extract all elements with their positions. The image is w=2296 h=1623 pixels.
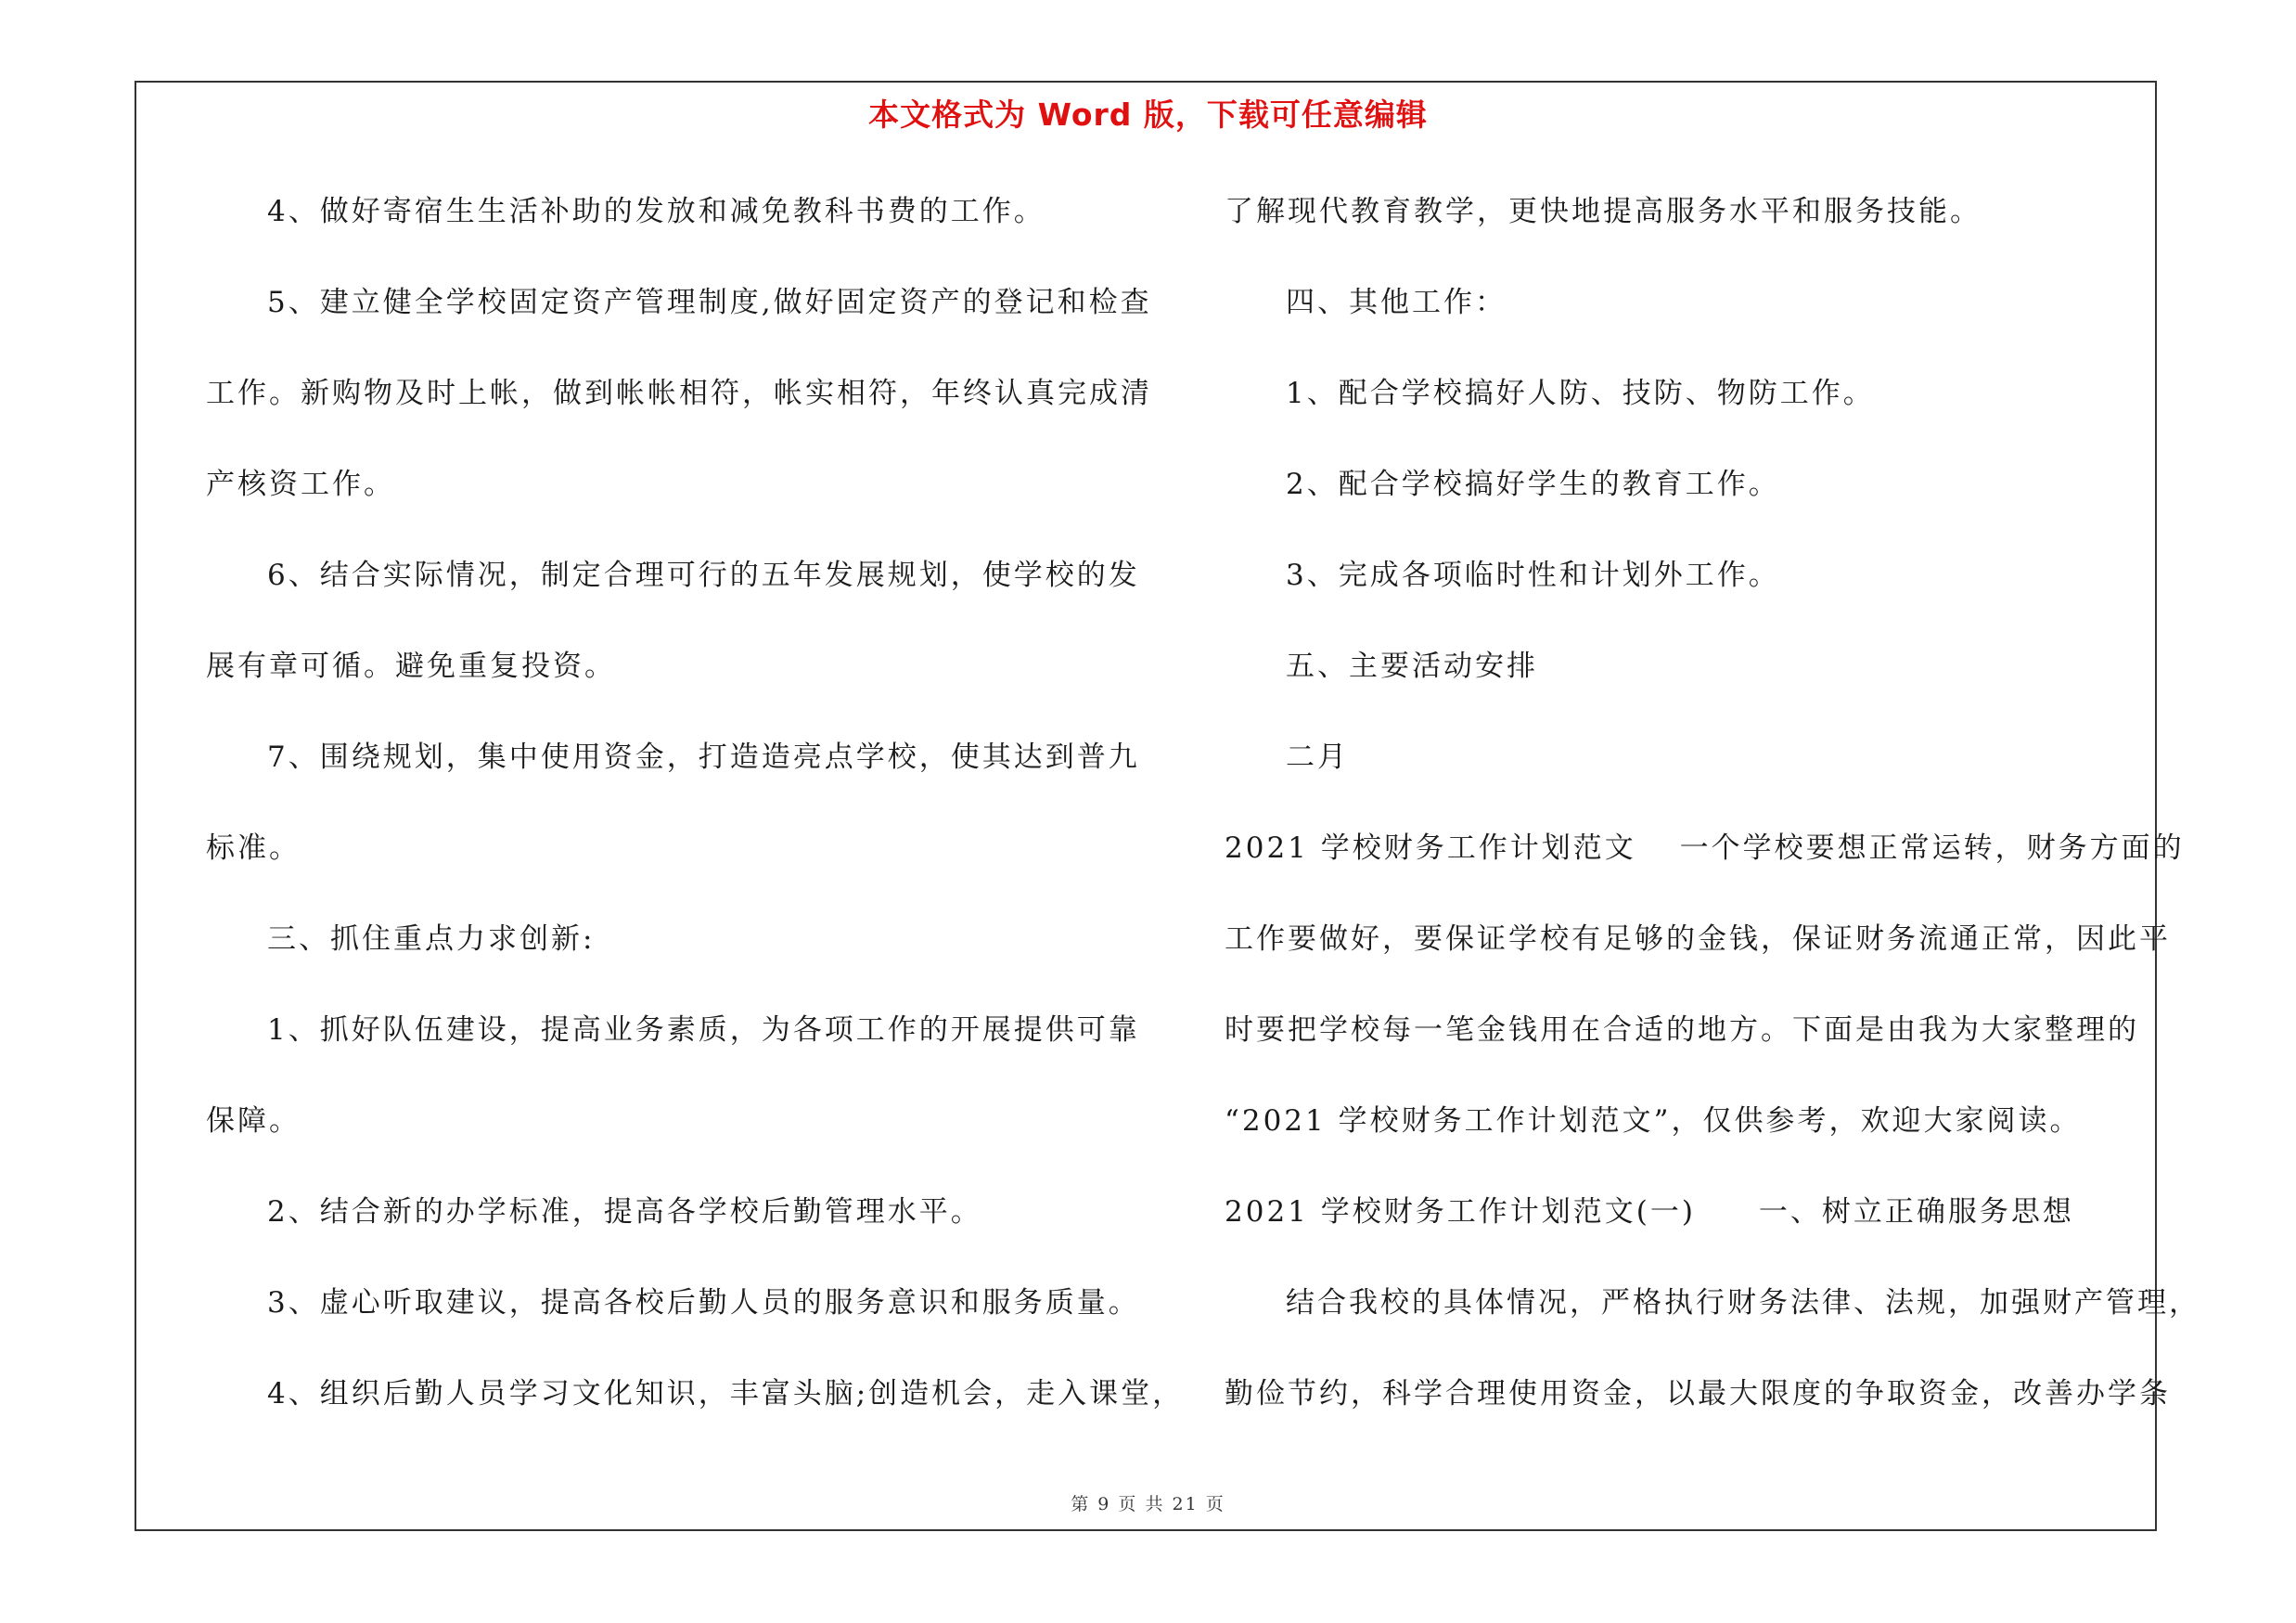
paragraph-line: 3、虚心听取建议，提高各校后勤人员的服务意识和服务质量。 <box>267 1286 1140 1320</box>
paragraph-line: “2021 学校财务工作计划范文”，仅供参考，欢迎大家阅读。 <box>1225 1104 2082 1138</box>
paragraph-line: 2、配合学校搞好学生的教育工作。 <box>1286 468 1780 501</box>
paragraph-line: 结合我校的具体情况，严格执行财务法律、法规，加强财产管理， <box>1286 1286 2200 1320</box>
paragraph-line: 展有章可循。避免重复投资。 <box>206 650 616 683</box>
paragraph-line: 5、建立健全学校固定资产管理制度,做好固定资产的登记和检查 <box>267 286 1152 319</box>
paragraph-line: 工作。新购物及时上帐，做到帐帐相符，帐实相符，年终认真完成清 <box>206 377 1152 410</box>
paragraph-line: 4、组织后勤人员学习文化知识，丰富头脑;创造机会，走入课堂， <box>267 1377 1185 1410</box>
paragraph-line: 2021 学校财务工作计划范文 一个学校要想正常运转，财务方面的 <box>1225 831 2185 865</box>
paragraph-line: 二月 <box>1286 741 1349 774</box>
format-banner: 本文格式为 Word 版，下载可任意编辑 <box>868 97 1428 133</box>
paragraph-line: 3、完成各项临时性和计划外工作。 <box>1286 559 1780 592</box>
paragraph-line: 勤俭节约，科学合理使用资金，以最大限度的争取资金，改善办学条 <box>1225 1377 2171 1410</box>
paragraph-line: 标准。 <box>206 831 301 865</box>
paragraph-line: 1、配合学校搞好人防、技防、物防工作。 <box>1286 377 1875 410</box>
section-heading: 四、其他工作： <box>1286 286 1507 319</box>
section-heading: 2021 学校财务工作计划范文(一) 一、树立正确服务思想 <box>1225 1195 2074 1229</box>
paragraph-line: 产核资工作。 <box>206 468 395 501</box>
section-heading: 三、抓住重点力求创新: <box>267 922 596 956</box>
paragraph-line: 1、抓好队伍建设，提高业务素质，为各项工作的开展提供可靠 <box>267 1013 1140 1047</box>
paragraph-line: 了解现代教育教学，更快地提高服务水平和服务技能。 <box>1225 195 1982 228</box>
section-heading: 五、主要活动安排 <box>1286 650 1538 683</box>
paragraph-line: 工作要做好，要保证学校有足够的金钱，保证财务流通正常，因此平 <box>1225 922 2171 956</box>
page-number: 第 9 页 共 21 页 <box>1071 1494 1225 1514</box>
paragraph-line: 4、做好寄宿生生活补助的发放和减免教科书费的工作。 <box>267 195 1045 228</box>
paragraph-line: 6、结合实际情况，制定合理可行的五年发展规划，使学校的发 <box>267 559 1140 592</box>
paragraph-line: 保障。 <box>206 1104 301 1138</box>
paragraph-line: 7、围绕规划，集中使用资金，打造造亮点学校，使其达到普九 <box>267 741 1140 774</box>
paragraph-line: 时要把学校每一笔金钱用在合适的地方。下面是由我为大家整理的 <box>1225 1013 2139 1047</box>
paragraph-line: 2、结合新的办学标准，提高各学校后勤管理水平。 <box>267 1195 982 1229</box>
